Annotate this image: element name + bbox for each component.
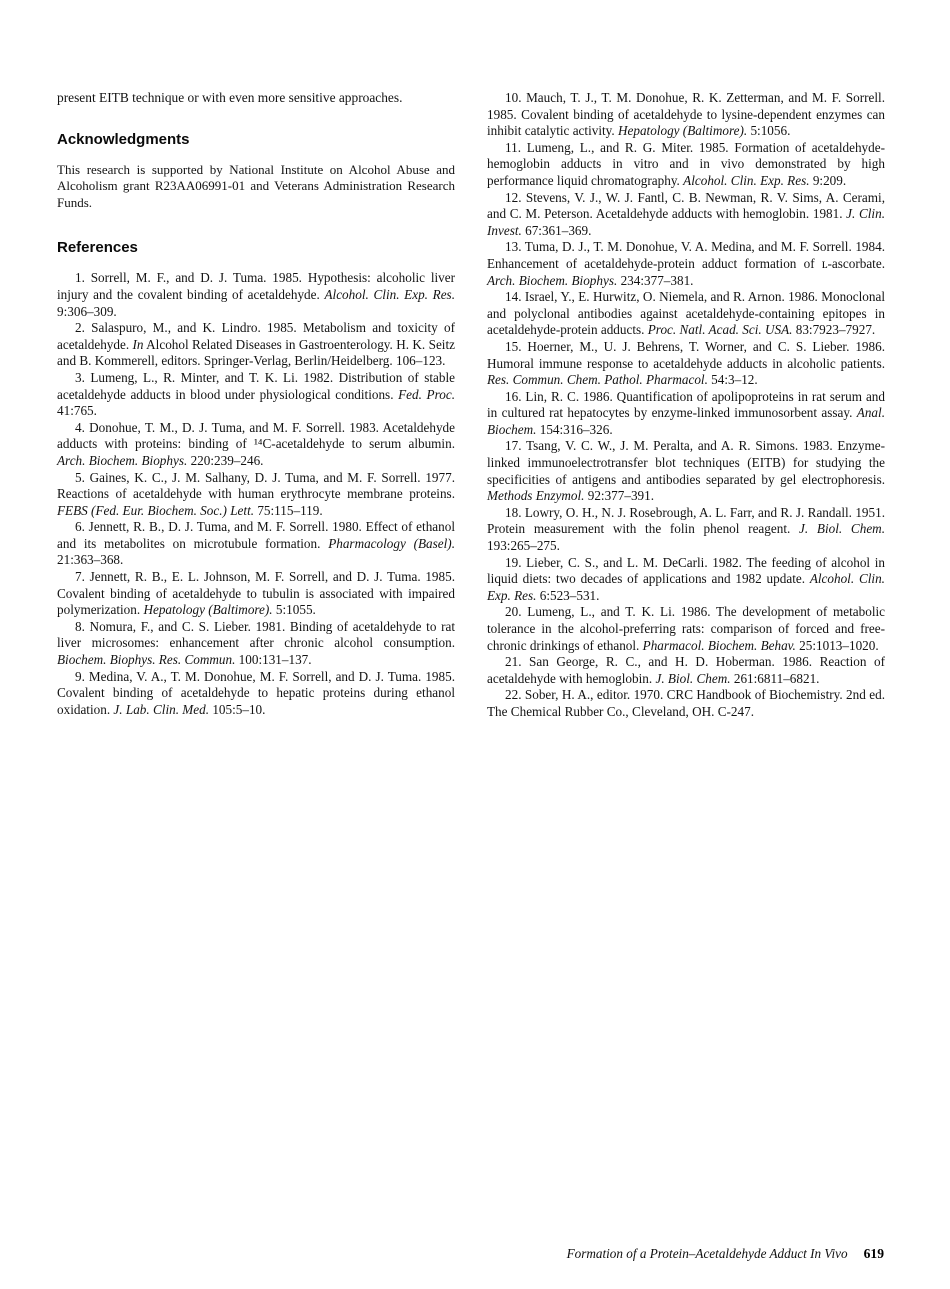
reference-text: 1. Sorrell, M. F., and D. J. Tuma. 1985. Hypothesis: alcoholic liver injury and the covalent binding of acetaldehyde. [57,270,455,302]
reference-item [57,270,455,320]
reference-text: 15. Hoerner, M., U. J. Behrens, T. Worner, and C. S. Lieber. 1986. Humoral immune response to acetaldehyde adducts in alcoholic patients. [487,338,885,371]
reference-text: 6. Jennett, R. B., D. J. Tuma, and M. F. Sorrell. 1980. Effect of ethanol and its metabolites on microtubule formation. [57,519,455,551]
reference-journal: In [132,336,144,352]
reference-item [57,569,455,619]
reference-item [487,339,885,389]
reference-text: 100:131–137. [235,652,312,668]
reference-text: 234:377–381. [617,272,694,288]
right-column [487,90,885,721]
acknowledgments-heading: Acknowledgments [57,130,190,148]
reference-text: 2. Salaspuro, M., and K. Lindro. 1985. Metabolism and toxicity of acetaldehyde. [57,320,455,352]
reference-text: 261:6811–6821. [730,670,820,686]
reference-journal: Anal. Biochem. [487,405,885,437]
reference-text: 21. San George, R. C., and H. D. Hoberman. 1986. Reaction of acetaldehyde with hemoglobin. [487,654,885,686]
left-column [57,90,455,721]
reference-item [487,190,885,240]
acknowledgments-body: This research is supported by National Institute on Alcohol Abuse and Alcoholism grant R23AA06991-01 and Veterans Administration Research Funds. [57,161,455,210]
reference-journal: Alcohol. Clin. Exp. Res. [683,172,810,188]
reference-journal: Alcohol. Clin. Exp. Res. [324,286,455,302]
reference-text: 16. Lin, R. C. 1986. Quantification of apolipoproteins in rat serum and in cultured rat hepatocytes by enzyme-linked immunosorbent assay. [487,388,885,421]
reference-text: 21:363–368. [57,552,124,568]
reference-text: 20. Lumeng, L., and T. K. Li. 1986. The development of metabolic tolerance in the alcohol-preferring rats: comparison of forced and free-chronic drinkings of ethanol. [487,604,885,653]
reference-text: 13. Tuma, D. J., T. M. Donohue, V. A. Medina, and M. F. Sorrell. 1984. Enhancement of acetaldehyde-protein adduct formation of ʟ-ascorbate. [487,239,885,271]
reference-item [57,320,455,370]
reference-item [487,90,885,140]
reference-text: 193:265–275. [487,538,560,554]
reference-text: 10. Mauch, T. J., T. M. Donohue, R. K. Zetterman, and M. F. Sorrell. 1985. Covalent binding of acetaldehyde to lysine-dependent enzymes can inhibit catalytic activity. [487,90,885,139]
reference-text: 17. Tsang, V. C. W., J. M. Peralta, and A. R. Simons. 1983. Enzyme-linked immunoelectrotransfer blot techniques (EITB) for studying the specificities of antigens and antibodies separated by gel electrophoresis. [487,438,885,487]
page-footer [567,1245,884,1263]
reference-text: 92:377–391. [584,488,655,504]
reference-text: 5:1055. [272,602,316,618]
reference-text: 25:1013–1020. [795,637,879,653]
reference-item [57,619,455,669]
reference-journal: Arch. Biochem. Biophys. [487,272,618,288]
references-heading: References [57,239,138,257]
reference-item [487,239,885,289]
reference-item [487,140,885,190]
reference-item [487,604,885,654]
reference-text: 12. Stevens, V. J., W. J. Fantl, C. B. Newman, R. V. Sims, A. Cerami, and C. M. Peterson. Acetaldehyde adducts with hemoglobin. 1981. [487,189,885,222]
reference-text: 19. Lieber, C. S., and L. M. DeCarli. 1982. The feeding of alcohol in liquid diets: two decades of applications and 1982 update. [487,554,885,587]
reference-text: 5. Gaines, K. C., J. M. Salhany, D. J. Tuma, and M. F. Sorrell. 1977. Reactions of acetaldehyde with human erythrocyte membrane proteins. [57,469,455,502]
reference-item [487,555,885,605]
reference-text: 9:306–309. [57,303,117,319]
reference-item [57,669,455,719]
reference-text: 41:765. [57,403,97,419]
reference-item [487,687,885,720]
reference-item [487,654,885,687]
reference-journal: Pharmacol. Biochem. Behav. [642,637,796,653]
reference-item [487,389,885,439]
reference-item [487,289,885,339]
reference-item [57,519,455,569]
reference-journal: Biochem. Biophys. Res. Commun. [57,652,236,668]
reference-journal: Alcohol. Clin. Exp. Res. [487,571,885,603]
reference-journal: Fed. Proc. [398,386,455,402]
reference-text: Alcohol Related Diseases in Gastroenterology. H. K. Seitz and B. Kommerell, editors. Springer-Verlag, Berlin/Heidelberg. 106–123. [57,336,455,369]
reference-text: 67:361–369. [521,222,592,238]
references-list-right [487,90,885,721]
reference-text: 5:1056. [747,123,791,139]
reference-item [487,505,885,555]
reference-text: 54:3–12. [707,372,758,388]
reference-text: 105:5–10. [209,701,266,717]
references-list-left [57,270,455,718]
reference-text: 9. Medina, V. A., T. M. Donohue, M. F. Sorrell, and D. J. Tuma. 1985. Covalent binding of acetaldehyde to hepatic proteins during ethanol oxidation. [57,668,455,717]
reference-item [57,420,455,470]
reference-text: 83:7923–7927. [792,322,876,338]
reference-journal: FEBS (Fed. Eur. Biochem. Soc.) Lett. [57,502,255,518]
reference-journal: J. Biol. Chem. [655,670,731,686]
reference-text: 4. Donohue, T. M., D. J. Tuma, and M. F. Sorrell. 1983. Acetaldehyde adducts with proteins: binding of ¹⁴C-acetaldehyde to serum albumin. [57,419,455,452]
reference-journal: Methods Enzymol. [487,488,585,504]
running-title: Formation of a Protein–Acetaldehyde Adduct In Vivo [566,1246,848,1261]
reference-text: 75:115–119. [254,502,323,518]
reference-journal: Res. Commun. Chem. Pathol. Pharmacol. [487,372,708,388]
reference-text: 7. Jennett, R. B., E. L. Johnson, M. F. Sorrell, and D. J. Tuma. 1985. Covalent binding of acetaldehyde to tubulin is associated with impaired polymerization. [57,569,455,618]
reference-text: 6:523–531. [536,587,600,603]
two-column-layout [57,90,885,721]
reference-journal: Arch. Biochem. Biophys. [57,452,188,468]
reference-text: 14. Israel, Y., E. Hurwitz, O. Niemela, and R. Arnon. 1986. Monoclonal and polyclonal antibodies against acetaldehyde-containing epitopes in acetaldehyde-protein adducts. [487,289,885,338]
reference-text: 11. Lumeng, L., and R. G. Miter. 1985. Formation of acetaldehyde-hemoglobin adducts in vitro and in vivo demonstrated by high performance liquid chromatography. [487,139,885,188]
reference-journal: J. Clin. Invest. [487,206,885,238]
reference-journal: Hepatology (Baltimore). [617,123,748,139]
reference-text: 154:316–326. [536,421,613,437]
reference-text: 22. Sober, H. A., editor. 1970. CRC Handbook of Biochemistry. 2nd ed. The Chemical Rubber Co., Cleveland, OH. C-247. [487,687,885,719]
reference-journal: Proc. Natl. Acad. Sci. USA. [647,322,793,338]
reference-journal: J. Biol. Chem. [799,521,885,537]
reference-item [57,470,455,520]
reference-text: 3. Lumeng, L., R. Minter, and T. K. Li. 1982. Distribution of stable acetaldehyde adducts in blood under physiological conditions. [57,369,455,402]
reference-journal: J. Lab. Clin. Med. [113,701,210,717]
reference-text: 18. Lowry, O. H., N. J. Rosebrough, A. L. Farr, and R. J. Randall. 1951. Protein measurement with the folin phenol reagent. [487,504,885,537]
reference-journal: Pharmacology (Basel). [328,535,455,551]
reference-item [57,370,455,420]
reference-item [487,438,885,504]
intro-paragraph: present EITB technique or with even more sensitive approaches. [57,90,403,105]
page-number: 619 [863,1246,884,1261]
reference-text: 8. Nomura, F., and C. S. Lieber. 1981. Binding of acetaldehyde to rat liver microsomes: enhancement after chronic alcohol consumption. [57,618,455,651]
reference-text: 9:209. [809,172,847,188]
reference-text: 220:239–246. [187,452,264,468]
reference-journal: Hepatology (Baltimore). [143,602,273,618]
